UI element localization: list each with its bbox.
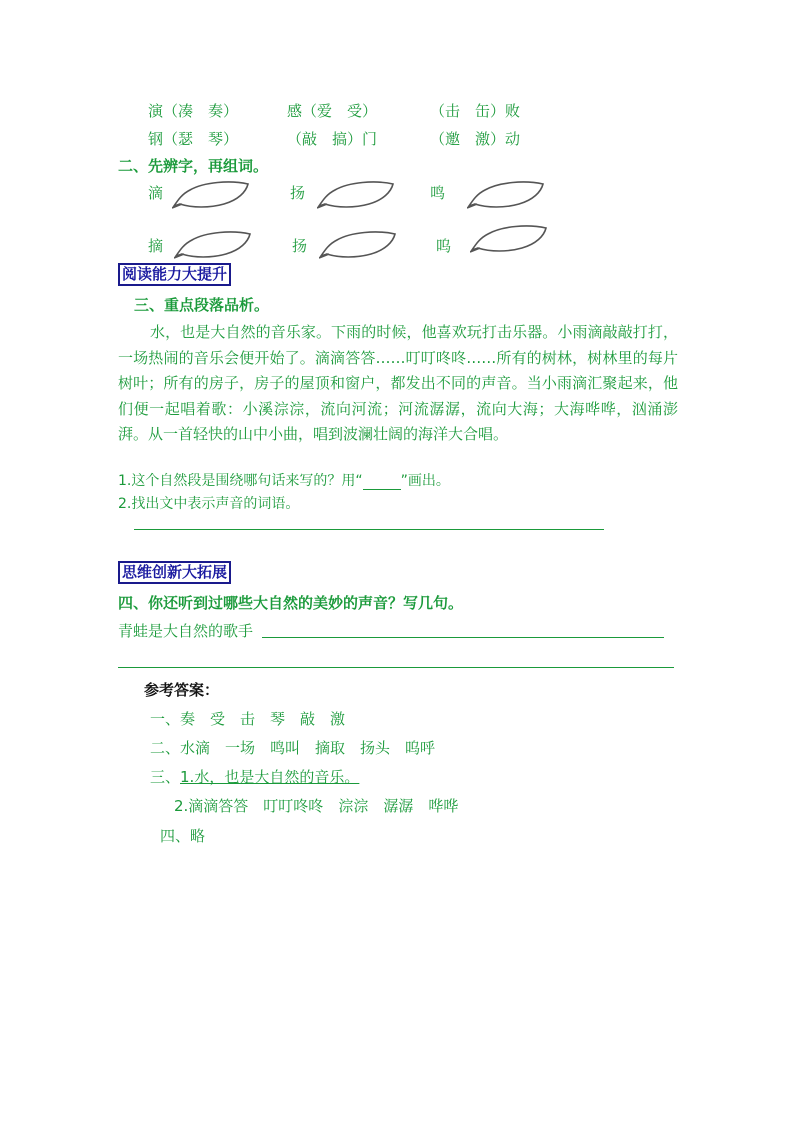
leaf-answer-box[interactable] [172,178,252,210]
creative-thinking-banner: 思维创新大拓展 [118,561,231,584]
s1-row1-item2: 感（爱 受） [287,102,378,120]
section2-heading: 二、先辨字，再组词。 [118,157,269,175]
leaf-answer-box[interactable] [467,178,547,210]
s2-row2-char2: 扬 [292,237,308,255]
s1-row1-item1: 演（凑 奏） [148,102,239,120]
s2-row2-char1: 摘 [148,237,164,255]
reading-paragraph: 水，也是大自然的音乐家。下雨的时候，他喜欢玩打击乐器。小雨滴敲敲打打，一场热闹的音乐会便开始了。滴滴答答……叮叮咚咚……所有的树林，树林里的每片树叶；所有的房子，房子的屋顶和窗户，都发出不同的声音。当小雨滴汇聚起来，他们便一起唱着歌：小溪淙淙，流向河流；河流潺潺，流向大海；大海哗哗，汹涌澎湃。从一首轻快的山中小曲，唱到波澜壮阔的海洋大合唱。 [118,323,678,443]
answer-3-prefix: 三、 [150,768,181,786]
answer-3-2: 2.滴滴答答 叮叮咚咚 淙淙 潺潺 哗哗 [174,797,459,815]
answer-3-underlined: 1.水，也是大自然的音乐。 [180,768,360,786]
s2-row1-char3: 鸣 [430,184,446,202]
writing-line[interactable] [118,667,674,668]
answer-line[interactable] [134,529,604,530]
s1-row1-item3: （击 缶）败 [430,102,521,120]
leaf-answer-box[interactable] [470,222,550,254]
answer-1: 一、奏 受 击 琴 敲 激 [150,710,346,728]
s1-row2-item1: 钢（瑟 琴） [148,130,239,148]
question-2: 2.找出文中表示声音的词语。 [118,496,300,512]
answer-4: 四、略 [160,827,206,845]
reading-ability-banner: 阅读能力大提升 [118,263,231,286]
answer-3 [150,766,359,787]
answer-2: 二、水滴 一场 鸣叫 摘取 扬头 呜呼 [150,739,436,757]
leaf-answer-box[interactable] [174,228,254,260]
s2-row1-char1: 滴 [148,184,164,202]
s2-row1-char2: 扬 [290,184,306,202]
s1-row2-item3: （邀 激）动 [430,130,521,148]
section4-heading: 四、你还听到过哪些大自然的美妙的声音？写几句。 [118,594,464,612]
leaf-answer-box[interactable] [317,178,397,210]
question-1-blank [363,475,401,490]
question-1-prefix: 1.这个自然段是围绕哪句话来写的？用“ [118,473,363,489]
s1-row2-item2: （敲 搞）门 [287,130,378,148]
leaf-answer-box[interactable] [319,228,399,260]
answers-title: 参考答案： [144,681,220,699]
section4-prompt: 青蛙是大自然的歌手 [118,622,254,640]
writing-line[interactable] [262,637,664,638]
question-1-suffix: ”画出。 [400,473,450,489]
section3-heading: 三、重点段落品析。 [134,296,270,314]
s2-row2-char3: 呜 [436,237,452,255]
question-1 [118,470,450,490]
